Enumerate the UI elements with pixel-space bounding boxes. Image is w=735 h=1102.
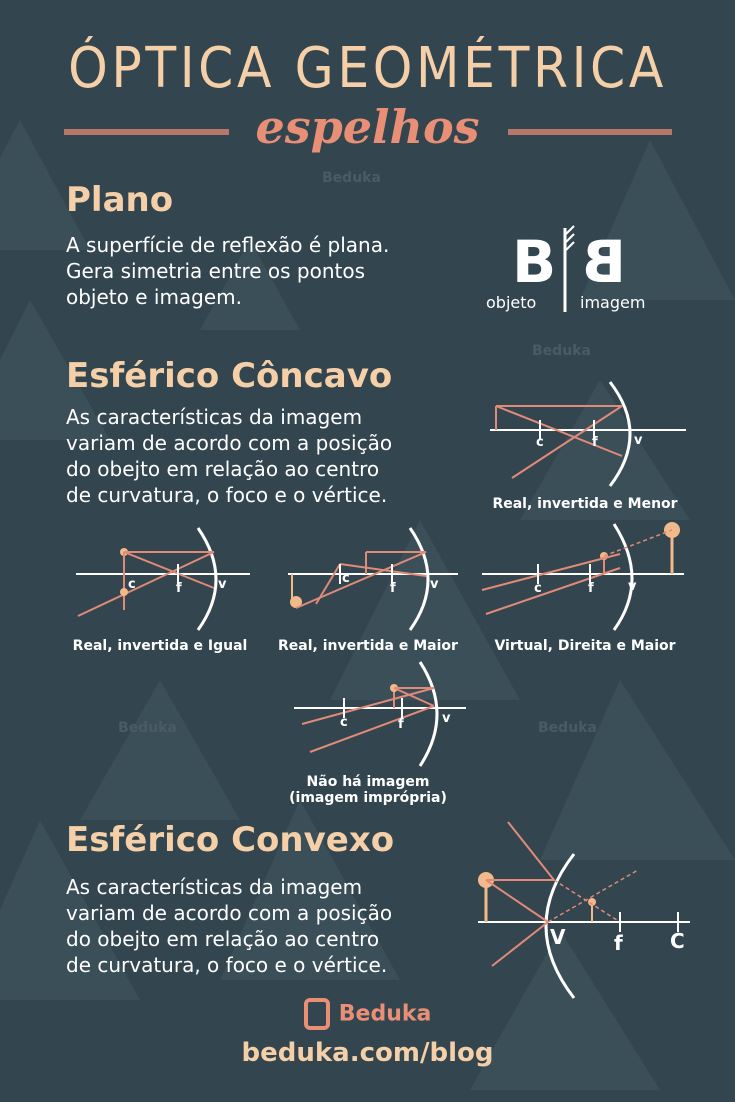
convexo-text [66, 874, 392, 978]
watermark: Beduka [118, 720, 177, 736]
object-letter: B [512, 228, 557, 296]
concavo-text-line: variam de acordo com a posição [66, 431, 393, 455]
svg-text:f: f [614, 931, 623, 955]
watermark: Beduka [322, 170, 381, 186]
caption-menor: Real, invertida e Menor [492, 496, 678, 512]
svg-text:v: v [442, 711, 451, 726]
svg-text:v: v [430, 577, 439, 592]
caption-impropria-line: Não há imagem [306, 774, 430, 790]
svg-text:c: c [128, 577, 136, 592]
footer-brand-name: Beduka [338, 1001, 432, 1027]
svg-text:f: f [176, 581, 182, 596]
convexo-text-line: variam de acordo com a posição [66, 901, 393, 925]
svg-text:c: c [342, 571, 350, 586]
concave-diagram-impropria [290, 658, 470, 770]
watermark: Beduka [538, 720, 597, 736]
concave-diagram-menor [482, 378, 692, 488]
footer-url[interactable]: beduka.com/blog [241, 1038, 494, 1068]
concave-diagram-igual [74, 524, 254, 634]
svg-text:v: v [628, 579, 637, 594]
convex-diagram [468, 818, 694, 1002]
section-heading-plano: Plano [66, 180, 174, 220]
svg-text:c: c [534, 581, 542, 596]
concave-diagram-virtual [478, 518, 688, 634]
svg-text:f: f [398, 717, 404, 732]
svg-text:V: V [550, 925, 566, 949]
section-heading-concavo: Esférico Côncavo [66, 356, 393, 396]
svg-text:f: f [588, 581, 594, 596]
svg-text:c: c [536, 435, 544, 450]
image-label: imagem [580, 293, 646, 312]
svg-text:f: f [390, 581, 396, 596]
convexo-text-line: de curvatura, o foco e o vértice. [66, 953, 388, 977]
mirror-hatch [566, 226, 574, 250]
page-subtitle: espelhos [255, 100, 480, 154]
plano-text [66, 232, 389, 310]
concavo-text [66, 404, 392, 508]
concave-diagram-maior [286, 524, 462, 634]
beduka-logo-icon [304, 998, 330, 1030]
svg-text:f: f [592, 435, 598, 450]
svg-text:C: C [670, 929, 685, 953]
image-letter: B [581, 228, 626, 296]
section-heading-convexo: Esférico Convexo [66, 820, 395, 860]
svg-text:v: v [634, 433, 643, 448]
plano-text-line: objeto e imagem. [66, 285, 243, 309]
watermark: Beduka [532, 343, 591, 359]
page-title: ÓPTICA GEOMÉTRICA [68, 36, 667, 101]
concave-mirror [610, 382, 630, 486]
caption-impropria-line: (imagem imprópria) [289, 790, 447, 806]
object-label: objeto [486, 293, 537, 312]
plano-text-line: Gera simetria entre os pontos [66, 259, 366, 283]
caption-impropria [256, 774, 480, 806]
plano-text-line: A superfície de reflexão é plana. [66, 233, 390, 257]
svg-text:v: v [218, 577, 227, 592]
concavo-text-line: As características da imagem [66, 405, 363, 429]
svg-text:c: c [340, 715, 348, 730]
caption-igual: Real, invertida e Igual [72, 638, 248, 654]
plane-mirror-diagram [480, 220, 680, 320]
convexo-text-line: As características da imagem [66, 875, 363, 899]
convexo-text-line: do obejto em relação ao centro [66, 927, 380, 951]
caption-maior: Real, invertida e Maior [278, 638, 458, 654]
concavo-text-line: de curvatura, o foco e o vértice. [66, 483, 388, 507]
footer-brand [0, 998, 735, 1030]
caption-virtual: Virtual, Direita e Maior [494, 638, 676, 654]
concavo-text-line: do obejto em relação ao centro [66, 457, 380, 481]
